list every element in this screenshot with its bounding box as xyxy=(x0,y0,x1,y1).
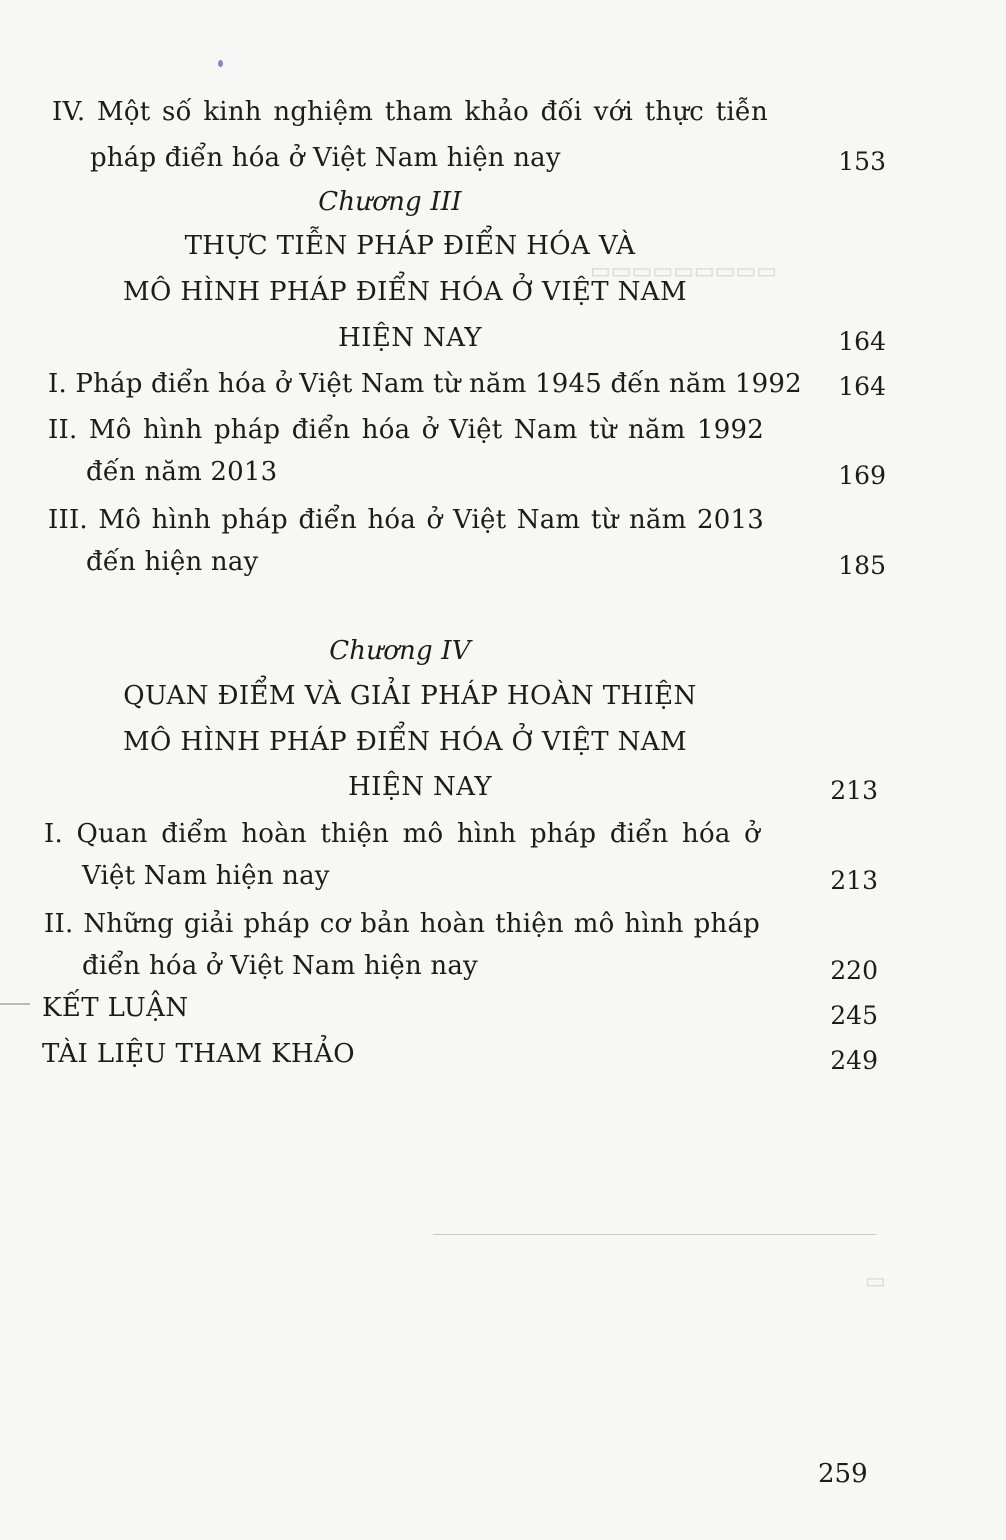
conclusion-page: 245 xyxy=(830,1001,878,1030)
chapter4-page: 213 xyxy=(830,776,878,805)
chapter4-item-2-page: 220 xyxy=(830,956,878,985)
chapter4-item-2-line2: điển hóa ở Việt Nam hiện nay xyxy=(82,951,478,981)
references-label: TÀI LIỆU THAM KHẢO xyxy=(42,1039,355,1069)
chapter3-item-2-page: 169 xyxy=(838,461,886,490)
conclusion-label: KẾT LUẬN xyxy=(42,993,189,1023)
chapter3-title-line1: THỰC TIỄN PHÁP ĐIỂN HÓA VÀ xyxy=(184,231,636,261)
bleed-through-text: ▭▭▭▭▭▭▭▭▭ xyxy=(590,258,778,283)
colophon-divider xyxy=(433,1234,876,1235)
chapter4-item-2-line1: II. Những giải pháp cơ bản hoàn thiện mô hình pháp xyxy=(44,909,760,939)
toc-entry-iv-page: 153 xyxy=(838,147,886,176)
chapter4-item-1-page: 213 xyxy=(830,866,878,895)
chapter3-title-line3: HIỆN NAY xyxy=(338,323,482,353)
chapter3-item-3-line2: đến hiện nay xyxy=(86,547,259,577)
chapter4-item-1-line2: Việt Nam hiện nay xyxy=(82,861,330,891)
chapter4-label: Chương IV xyxy=(329,636,471,666)
chapter3-title-line2: MÔ HÌNH PHÁP ĐIỂN HÓA Ở VIỆT NAM xyxy=(123,277,687,307)
chapter3-page: 164 xyxy=(838,327,886,356)
chapter3-item-2-line1: II. Mô hình pháp điển hóa ở Việt Nam từ năm 1992 xyxy=(48,415,764,445)
chapter4-title-line2: MÔ HÌNH PHÁP ĐIỂN HÓA Ở VIỆT NAM xyxy=(123,727,687,757)
chapter3-item-1-page: 164 xyxy=(838,372,886,401)
chapter4-title-line1: QUAN ĐIỂM VÀ GIẢI PHÁP HOÀN THIỆN xyxy=(123,681,697,711)
chapter3-item-3-page: 185 xyxy=(838,551,886,580)
toc-entry-iv-line1: IV. Một số kinh nghiệm tham khảo đối với thực tiễn xyxy=(52,97,768,127)
page-number: 259 xyxy=(818,1459,868,1489)
chapter4-item-1-line1: I. Quan điểm hoàn thiện mô hình pháp điển hóa ở xyxy=(44,819,760,849)
chapter3-item-2-line2: đến năm 2013 xyxy=(86,457,278,487)
margin-mark xyxy=(0,1003,30,1005)
chapter4-title-line3: HIỆN NAY xyxy=(348,772,492,802)
chapter3-item-3-line1: III. Mô hình pháp điển hóa ở Việt Nam từ năm 2013 xyxy=(48,505,764,535)
chapter3-item-1: I. Pháp điển hóa ở Việt Nam từ năm 1945 đến năm 1992 xyxy=(48,369,802,399)
references-page: 249 xyxy=(830,1046,878,1075)
bleed-through-text: ▭ xyxy=(865,1268,886,1293)
ink-dot xyxy=(218,60,223,67)
toc-entry-iv-line2: pháp điển hóa ở Việt Nam hiện nay xyxy=(90,143,561,173)
chapter3-label: Chương III xyxy=(318,187,462,217)
